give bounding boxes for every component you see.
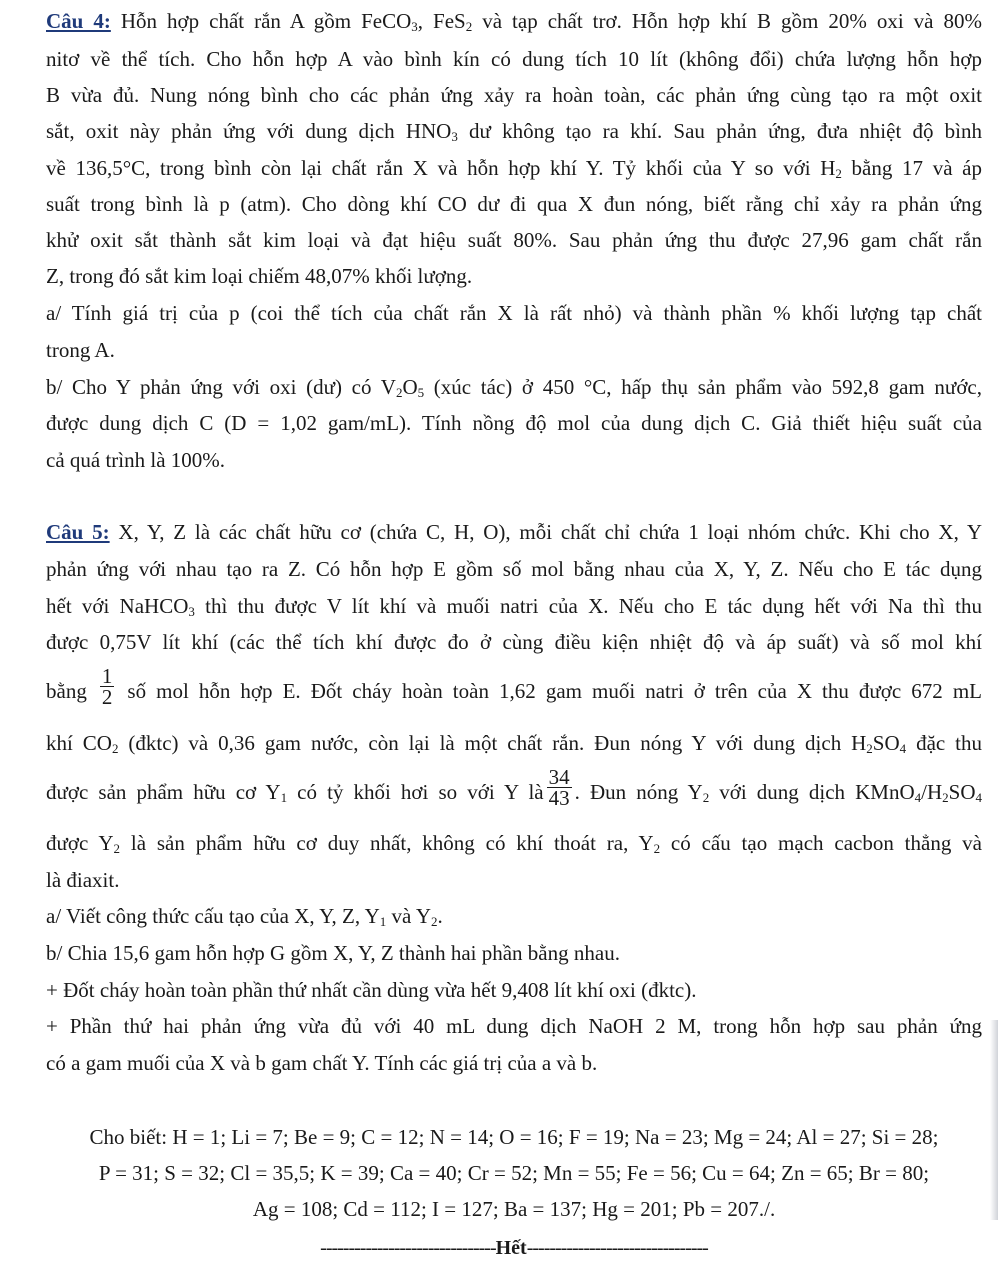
q4-line-8: Z, trong đó sắt kim loại chiếm 48,07% khối lượng. (46, 264, 473, 288)
q5-line-7: được sản phẩm hữu cơ $Y_1$ có tỷ khối hơi so với Y là $\frac{34}{43}$ . Đun nóng $Y_2$ với dung dịch $KMnO_4/H_2SO_4$ (46, 764, 982, 810)
q4-line-5: về 136,5°C, trong bình còn lại chất rắn X và hỗn hợp khí Y. Tỷ khối của Y so với $H_2$ bằng 17 và áp (46, 156, 982, 181)
q5-part-b-item-2-cont: có a gam muối của X và b gam chất Y. Tính các giá trị của a và b. (46, 1051, 598, 1075)
q4-line-1: Câu 4: Hỗn hợp chất rắn A gồm FeCO$_3$, FeS$_2$ và tạp chất trơ. Hỗn hợp khí B gồm 20% oxi và 80% (46, 9, 982, 34)
q4-part-a-line-1: a/ Tính giá trị của p (coi thể tích của chất rắn X là rất nhỏ) và thành phần % khối lượng tạp chất (46, 301, 982, 325)
q5-line-9: là điaxit. (46, 868, 120, 892)
q5-part-b-item-2: + Phần thứ hai phản ứng vừa đủ với 40 mL dung dịch NaOH 2 M, trong hỗn hợp sau phản ứng (46, 1014, 982, 1038)
q4-line-3: B vừa đủ. Nung nóng bình cho các phản ứng xảy ra hoàn toàn, các phản ứng cùng tạo ra một oxit (46, 83, 982, 107)
q4-line-2: nitơ về thể tích. Cho hỗn hợp A vào bình kín có dung tích 10 lít (không đổi) chứa lượng hỗn hợp (46, 47, 982, 71)
q5-line-2: phản ứng với nhau tạo ra Z. Có hỗn hợp E gồm số mol bằng nhau của X, Y, Z. Nếu cho E tác dụng (46, 557, 982, 581)
q5-line-4: được 0,75V lít khí (các thể tích khí được đo ở cùng điều kiện nhiệt độ và áp suất) và số mol khí (46, 630, 982, 654)
page-edge-shadow (990, 1020, 998, 1220)
q5-part-a: a/ Viết công thức cấu tạo của X, Y, Z, $Y_1$ và $Y_2$. (46, 904, 443, 929)
atomic-masses-line-3: Ag = 108; Cd = 112; I = 127; Ba = 137; Hg = 201; Pb = 207./. (252, 1197, 776, 1221)
q5-line-3: hết với NaHCO$_3$ thì thu được V lít khí và muối natri của X. Nếu cho E tác dụng hết với Na thì thu (46, 594, 983, 619)
q5-line-5: bằng $\frac{1}{2}$ số mol hỗn hợp E. Đốt cháy hoàn toàn 1,62 gam muối natri ở trên của X thu được 672 mL (46, 663, 982, 709)
q4-line-7: khử oxit sắt thành sắt kim loại và đạt hiệu suất 80%. Sau phản ứng thu được 27,96 gam chất rắn (46, 228, 982, 252)
q4-line-6: suất trong bình là p (atm). Cho dòng khí CO dư đi qua X đun nóng, biết rằng chỉ xảy ra phản ứng (46, 192, 982, 216)
end-label: Hết (495, 1237, 527, 1259)
q5-part-b: b/ Chia 15,6 gam hỗn hợp G gồm X, Y, Z thành hai phần bằng nhau. (46, 941, 620, 965)
q5-label: Câu 5: (46, 520, 110, 544)
q5-part-b-item-1: + Đốt cháy hoàn toàn phần thứ nhất cần dùng vừa hết 9,408 lít khí oxi (đktc). (46, 978, 697, 1002)
q4-part-b-line-2: được dung dịch C (D = 1,02 gam/mL). Tính nồng độ mol của dung dịch C. Giả thiết hiệu suất của (46, 411, 982, 435)
q4-line-4: sắt, oxit này phản ứng với dung dịch $HNO_3$ dư không tạo ra khí. Sau phản ứng, đưa nhiệt độ bình (46, 119, 982, 144)
q5-line-1: Câu 5: X, Y, Z là các chất hữu cơ (chứa C, H, O), mỗi chất chỉ chứa 1 loại nhóm chức. Khi cho X, Y (46, 520, 983, 544)
fraction-one-half: $\frac{1}{2}$ (101, 663, 113, 709)
q4-part-b-line-3: cả quá trình là 100%. (46, 448, 226, 472)
end-marker: -------------------------------Hết-------------------------------- (320, 1237, 708, 1259)
q4-label: Câu 4: (46, 9, 111, 33)
fraction-34-43: $\frac{34}{43}$ (548, 764, 570, 810)
atomic-masses-line-2: P = 31; S = 32; Cl = 35,5; K = 39; Ca = 40; Cr = 52; Mn = 55; Fe = 56; Cu = 64; Zn = 65; Br = 80; (98, 1161, 930, 1185)
q4-part-b-line-1: b/ Cho Y phản ứng với oxi (dư) có $V_2O_5$ (xúc tác) ở 450 °C, hấp thụ sản phẩm vào 592,8 gam nước, (46, 375, 982, 400)
q5-line-6: khí $CO_2$ (đktc) và 0,36 gam nước, còn lại là một chất rắn. Đun nóng Y với dung dịch $H_2SO_4$ đặc thu (46, 731, 982, 756)
q4-part-a-line-2: trong A. (46, 338, 115, 362)
q5-line-8: được $Y_2$ là sản phẩm hữu cơ duy nhất, không có khí thoát ra, $Y_2$ có cấu tạo mạch cacbon thẳng và (46, 831, 982, 856)
atomic-masses-line-1: Cho biết: H = 1; Li = 7; Be = 9; C = 12; N = 14; O = 16; F = 19; Na = 23; Mg = 24; Al = 27; Si = 28; (89, 1125, 939, 1149)
